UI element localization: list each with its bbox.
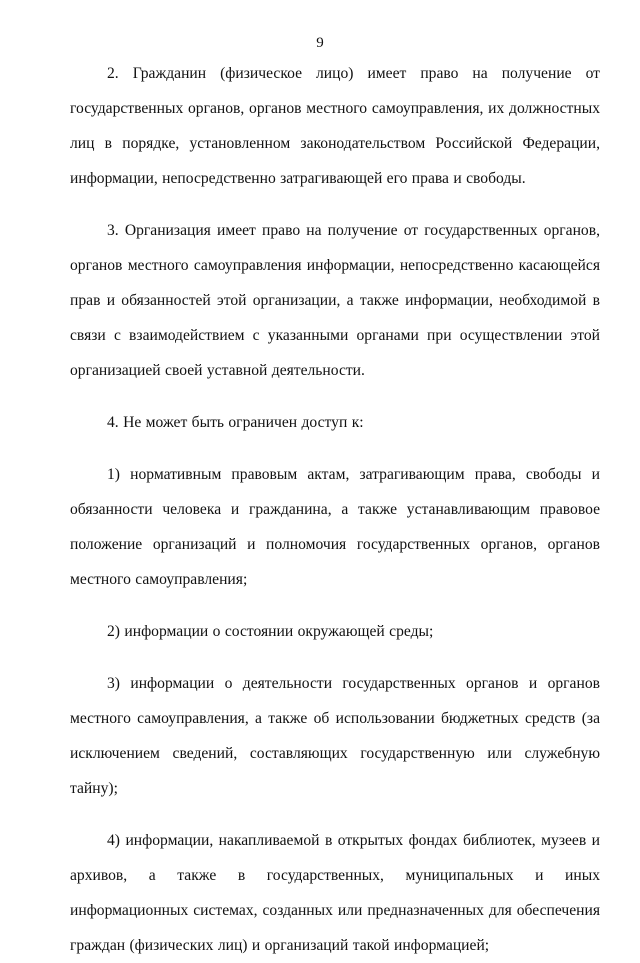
subparagraph-4: 4) информации, накапливаемой в открытых фондах библиотек, музеев и архивов, а также в государственных, муниципальных и иных информационных системах, созданных или предназначенных для обеспечения граждан (физических лиц) и организаций такой информацией; xyxy=(70,832,600,954)
paragraph-item-2: 2. Гражданин (физическое лицо) имеет право на получение от государственных органов, органов местного самоуправления, их должностных лиц в порядке, установленном законодательством Российской Федерации, информации, непосредственно затрагивающей его права и свободы. xyxy=(70,65,600,187)
paragraph-item-3: 3. Организация имеет право на получение от государственных органов, органов местного самоуправления информации, непосредственно касающейся прав и обязанностей этой организации, а также информации, необходимой в связи с взаимодействием с указанными органами при осуществлении этой организацией своей уставной деятельности. xyxy=(70,222,600,379)
subparagraph-1: 1) нормативным правовым актам, затрагивающим права, свободы и обязанности человека и гражданина, а также устанавливающим правовое положение организаций и полномочия государственных органов, органов местного самоуправления; xyxy=(70,466,600,588)
subparagraph-3: 3) информации о деятельности государственных органов и органов местного самоуправления, а также об использовании бюджетных средств (за исключением сведений, составляющих государственную или служебную тайну); xyxy=(70,675,600,797)
document-body xyxy=(70,56,600,963)
subparagraph-2: 2) информации о состоянии окружающей среды; xyxy=(107,623,434,640)
paragraph-item-4: 4. Не может быть ограничен доступ к: xyxy=(107,414,364,431)
page-number: 9 xyxy=(316,35,324,51)
